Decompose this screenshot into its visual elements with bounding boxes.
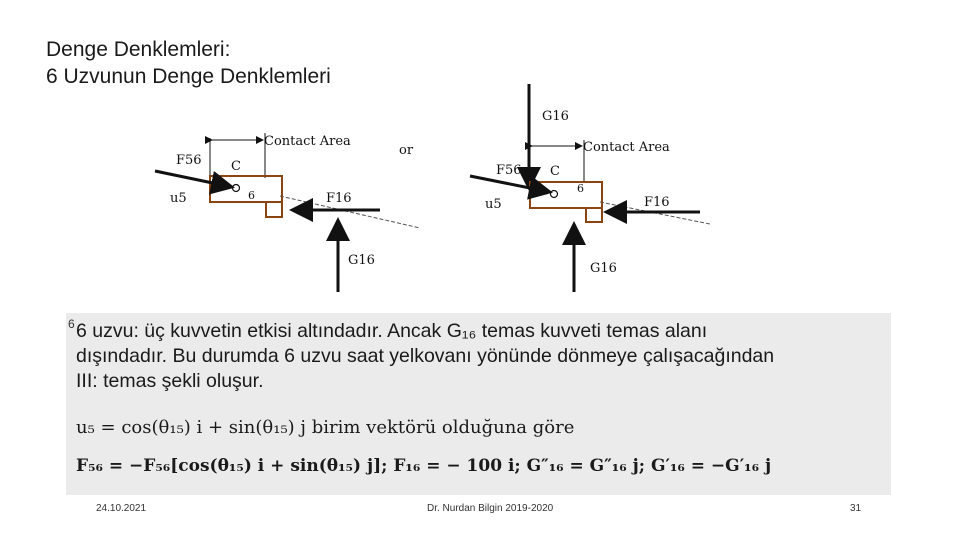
or-label: or (399, 143, 414, 158)
equation-unit-vector: u₅ = cos(θ₁₅) i + sin(θ₁₅) j birim vektörü olduğuna göre (76, 417, 575, 438)
right-figure (470, 84, 710, 292)
contact-force-diagram (140, 78, 720, 296)
right-g16-double-prime-label: G16 (590, 261, 617, 276)
right-u5-label: u5 (485, 197, 502, 212)
right-link6-tab (586, 208, 602, 222)
left-f56-label: F56 (176, 153, 202, 168)
left-f56-arrow (155, 171, 232, 187)
left-figure (155, 133, 420, 292)
equation-forces: F₅₆ = −F₅₆[cos(θ₁₅) i + sin(θ₁₅) j]; F₁₆ = − 100 i; G″₁₆ = G″₁₆ j; G′₁₆ = −G′₁₆ j (76, 456, 772, 476)
slide-title-line2: 6 Uzvunun Denge Denklemleri (46, 65, 331, 88)
footer-page-number: 31 (850, 503, 862, 514)
left-f16-label: F16 (326, 191, 352, 206)
left-g16-label: G16 (348, 253, 375, 268)
right-link6-label: 6 (577, 182, 584, 195)
right-f16-label: F16 (644, 195, 670, 210)
left-link6-tab (266, 202, 282, 217)
left-c-label: C (231, 159, 241, 174)
right-c-label: C (550, 164, 560, 179)
explanation-line1: 6 uzvu: üç kuvvetin etkisi altındadır. Ancak G₁₆ temas kuvveti temas alanı (76, 320, 708, 342)
right-g16-prime-label: G16 (542, 109, 569, 124)
explanation-text (76, 319, 886, 394)
explanation-panel (66, 313, 891, 495)
left-contact-area-label: Contact Area (264, 134, 351, 149)
slide-title-line1: Denge Denklemleri: (46, 38, 231, 61)
explanation-line2: dışındadır. Bu durumda 6 uzvu saat yelkovanı yönünde dönmeye çalışacağından (76, 345, 775, 367)
left-link6-body (210, 176, 282, 202)
footer-date: 24.10.2021 (96, 503, 147, 514)
left-link6-label: 6 (248, 189, 255, 202)
right-f56-arrow (470, 176, 550, 192)
right-contact-area-label: Contact Area (583, 140, 670, 155)
explanation-line3: III: temas şekli oluşur. (76, 370, 264, 392)
right-f56-label: F56 (496, 163, 522, 178)
footer-author: Dr. Nurdan Bilgin 2019-2020 (427, 503, 554, 514)
right-pivot-c (551, 191, 558, 198)
left-u5-label: u5 (170, 191, 187, 206)
left-pivot-c (233, 185, 240, 192)
right-link6-body (530, 182, 602, 208)
panel-bullet: 6 (68, 317, 75, 331)
